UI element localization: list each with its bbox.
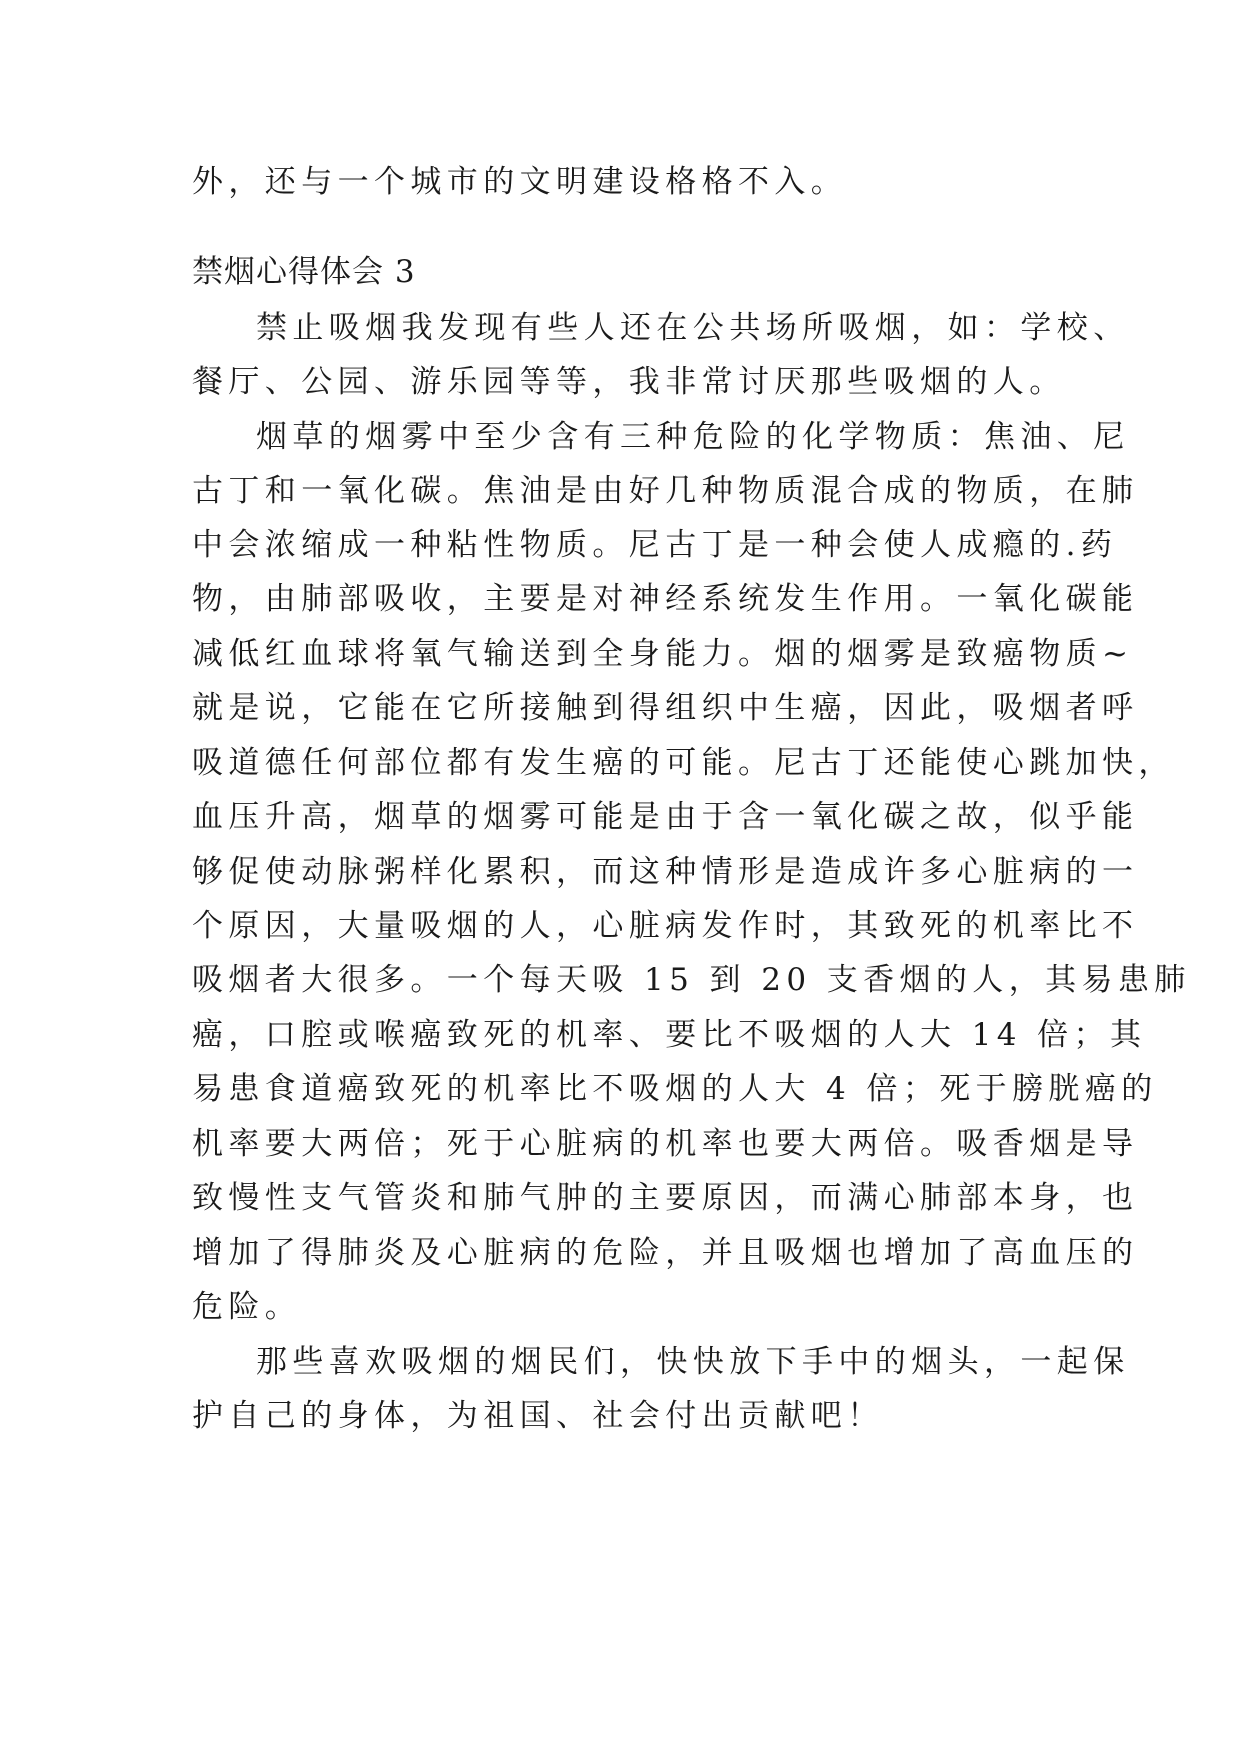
paragraph-line: 吸道德任何部位都有发生癌的可能。尼古丁还能使心跳加快， [192, 745, 1175, 781]
paragraph-line: 护自己的身体，为祖国、社会付出贡献吧！ [192, 1398, 884, 1434]
paragraph-line: 中会浓缩成一种粘性物质。尼古丁是一种会使人成瘾的.药 [192, 527, 1118, 563]
paragraph-line: 古丁和一氧化碳。焦油是由好几种物质混合成的物质，在肺 [192, 473, 1139, 509]
paragraph-line: 危险。 [192, 1289, 302, 1325]
paragraph-line: 致慢性支气管炎和肺气肿的主要原因，而满心肺部本身，也 [192, 1180, 1139, 1216]
paragraph-line: 禁止吸烟我发现有些人还在公共场所吸烟，如：学校、 [256, 310, 1130, 346]
paragraph-line: 就是说，它能在它所接触到得组织中生癌，因此，吸烟者呼 [192, 690, 1139, 726]
paragraph-line: 个原因，大量吸烟的人，心脏病发作时，其致死的机率比不 [192, 908, 1139, 944]
section-heading: 禁烟心得体会 3 [192, 254, 416, 290]
paragraph-line: 够促使动脉粥样化累积，而这种情形是造成许多心脏病的一 [192, 854, 1139, 890]
paragraph-line: 癌，口腔或喉癌致死的机率、要比不吸烟的人大 14 倍；其 [192, 1017, 1147, 1053]
paragraph-line: 机率要大两倍；死于心脏病的机率也要大两倍。吸香烟是导 [192, 1126, 1139, 1162]
paragraph-line: 物，由肺部吸收，主要是对神经系统发生作用。一氧化碳能 [192, 581, 1139, 617]
paragraph-line: 餐厅、公园、游乐园等等，我非常讨厌那些吸烟的人。 [192, 364, 1066, 400]
paragraph-continuation-line: 外，还与一个城市的文明建设格格不入。 [192, 164, 848, 200]
paragraph-line: 烟草的烟雾中至少含有三种危险的化学物质：焦油、尼 [256, 419, 1130, 455]
paragraph-line: 吸烟者大很多。一个每天吸 15 到 20 支香烟的人，其易患肺 [192, 962, 1191, 998]
paragraph-line: 增加了得肺炎及心脏病的危险，并且吸烟也增加了高血压的 [192, 1235, 1139, 1271]
paragraph-line: 血压升高，烟草的烟雾可能是由于含一氧化碳之故，似乎能 [192, 799, 1139, 835]
paragraph-line: 减低红血球将氧气输送到全身能力。烟的烟雾是致癌物质~ [192, 636, 1134, 672]
paragraph-line: 那些喜欢吸烟的烟民们，快快放下手中的烟头，一起保 [256, 1344, 1130, 1380]
paragraph-line: 易患食道癌致死的机率比不吸烟的人大 4 倍；死于膀胱癌的 [192, 1071, 1158, 1107]
